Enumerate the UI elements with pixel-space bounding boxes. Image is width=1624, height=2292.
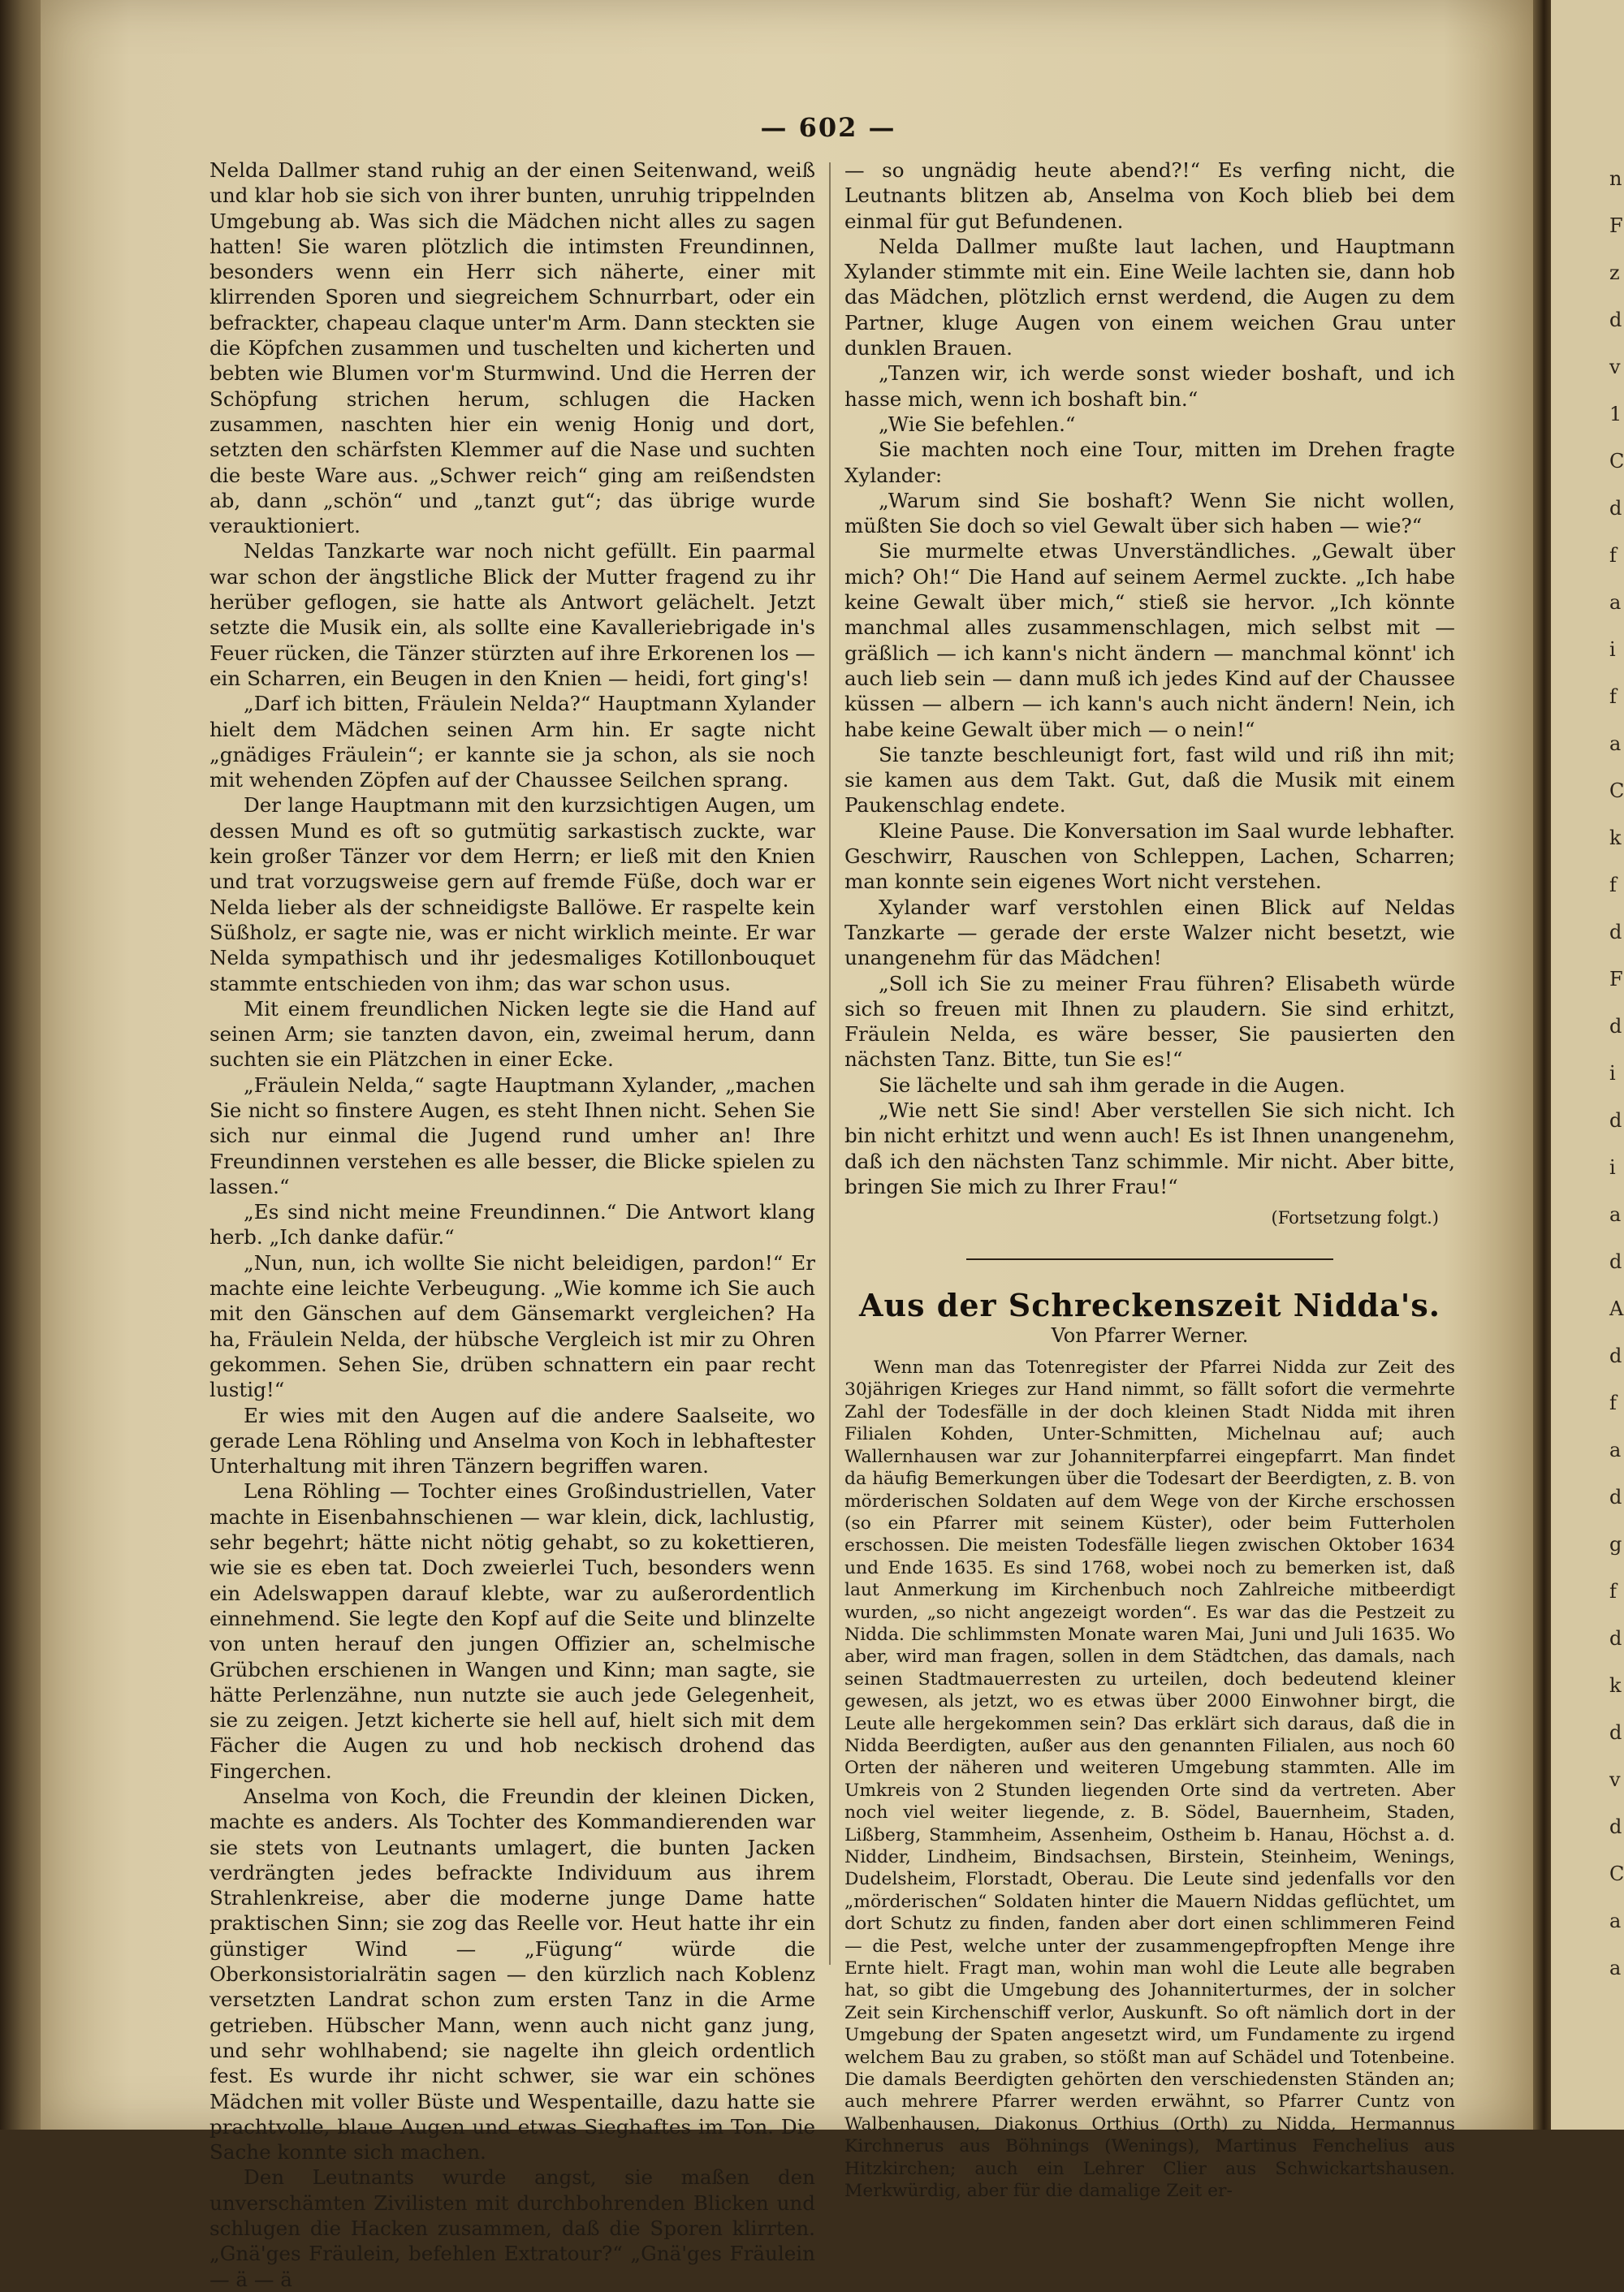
adjacent-page-letter: d (1609, 1627, 1622, 1650)
adjacent-page-letter: z (1609, 261, 1620, 284)
paragraph: „Tanzen wir, ich werde sonst wieder boshaft, und ich hasse mich, wenn ich boshaft bin.“ (844, 361, 1455, 411)
paragraph: „Es sind nicht meine Freundinnen.“ Die Antwort klang herb. „Ich danke dafür.“ (209, 1200, 815, 1250)
adjacent-page-letter: f (1609, 1392, 1617, 1414)
adjacent-page-letter: i (1609, 1062, 1616, 1085)
paragraph: Nelda Dallmer stand ruhig an der einen Seitenwand, weiß und klar hob sie sich von ihrer bunten, unruhig trippelnden Umgebung ab. Was sich die Mädchen nicht alles zu sagen hatten! Sie waren plötzlich die intimsten Freundinnen, besonders wenn ein Herr sich näherte, einer mit klirrenden Sporen und siegreichem Schnurrbart, oder ein befrackter, chapeau claque unter'm Arm. Dann steckten sie die Köpfchen zusammen und tuschelten und kicherten und bebten wie Blumen vor'm Sturmwind. Und die Herren der Schöpfung strichen herum, schlugen die Hacken zusammen, naschten hier ein wenig Honig und dort, setzten den schärfsten Klemmer auf die Nase und suchten die beste Ware aus. „Schwer reich“ ging am reißendsten ab, dann „schön“ und „tanzt gut“; das übrige wurde verauktioniert. (209, 158, 815, 538)
adjacent-page-letter: C (1609, 1863, 1624, 1885)
adjacent-page-fragment (1551, 0, 1624, 2130)
column-divider (829, 162, 831, 1965)
adjacent-page-letter: d (1609, 1250, 1622, 1273)
paragraph: Sie murmelte etwas Unverständliches. „Gewalt über mich? Oh!“ Die Hand auf seinem Aermel zuckte. „Ich habe keine Gewalt über mich,“ stieß sie hervor. „Ich könnte manchmal alles zusammenschlagen, mich selbst mit — gräßlich — ich kann's nicht ändern — manchmal könnt' ich auch lieb sein — dann muß ich jedes Kind auf der Chaussee küssen — albern — ich kann's auch nicht ändern! Nein, ich habe keine Gewalt über mich — o nein!“ (844, 539, 1455, 741)
adjacent-page-letter: d (1609, 1109, 1622, 1132)
paragraph: „Wie Sie befehlen.“ (879, 412, 1076, 436)
section-rule (966, 1258, 1333, 1260)
paragraph: Mit einem freundlichen Nicken legte sie die Hand auf seinen Arm; sie tanzten davon, ein, zweimal herum, dann suchten sie ein Plätzchen in einer Ecke. (209, 996, 815, 1072)
adjacent-page-letter: C (1609, 779, 1624, 802)
adjacent-page-letter: d (1609, 1721, 1622, 1744)
adjacent-page-letter: d (1609, 497, 1622, 520)
adjacent-page-letter: k (1609, 827, 1622, 849)
adjacent-page-letter: F (1609, 968, 1623, 991)
paragraph: „Fräulein Nelda,“ sagte Hauptmann Xylander, „machen Sie nicht so finstere Augen, es steht Ihnen nicht. Sehen Sie sich nur einmal die Jugend rund umher an! Ihre Freundinnen verstehen es alle besser, die Blicke spielen zu lassen.“ (209, 1073, 815, 1198)
adjacent-page-letter: d (1609, 1345, 1622, 1367)
paragraph: — so ungnädig heute abend?!“ Es verfing nicht, die Leutnants blitzen ab, Anselma von Koch blieb bei dem einmal für gut Befundenen. (844, 158, 1455, 233)
adjacent-page-letter: d (1609, 1015, 1622, 1038)
paragraph: „Darf ich bitten, Fräulein Nelda?“ Hauptmann Xylander hielt dem Mädchen seinen Arm hin. Er sagte nicht „gnädiges Fräulein“; er kannte sie ja schon, als sie noch mit wehenden Zöpfen auf der Chaussee Seilchen sprang. (209, 692, 815, 792)
adjacent-page-letter: a (1609, 1910, 1622, 1932)
adjacent-page-letter: a (1609, 1439, 1622, 1461)
book-gutter (1533, 0, 1551, 2130)
paragraph: „Nun, nun, ich wollte Sie nicht beleidigen, pardon!“ Er machte eine leichte Verbeugung. „Wie komme ich Sie auch mit den Gänschen auf dem Gänsemarkt vergleichen? Ha ha, Fräulein Nelda, der hübsche Vergleich ist mir zu Ohren gekommen. Sehen Sie, drüben schnattern ein paar recht lustig!“ (209, 1250, 815, 1402)
adjacent-page-letter: i (1609, 1156, 1616, 1179)
paragraph: Der lange Hauptmann mit den kurzsichtigen Augen, um dessen Mund es oft so gutmütig sarkastisch zuckte, war kein großer Tänzer vor dem Herrn; er ließ mit den Knien und trat vorzugsweise gern auf fremde Füße, doch war er Nelda lieber als der schneidigste Ballöwe. Er raspelte kein Süßholz, er sagte nie, was er nicht wirklich meinte. Er war Nelda sympathisch und ihr jedesmaliges Kotillonbouquet stammte entschieden von ihm; das war schon usus. (209, 793, 815, 995)
adjacent-page-letter: F (1609, 214, 1623, 237)
continued-note: (Fortsetzung folgt.) (1271, 1208, 1439, 1228)
adjacent-page-letter: d (1609, 1486, 1622, 1509)
paragraph: Den Leutnants wurde angst, sie maßen den unverschämten Zivilisten mit durchbohrenden Blicken und schlugen die Hacken zusammen, daß die Sporen klirrten. „Gnä'ges Fräulein, befehlen Extratour?“ „Gnä'ges Fräulein — ä — ä (209, 2165, 815, 2291)
adjacent-page-letter: d (1609, 921, 1622, 943)
paragraph: Wenn man das Totenregister der Pfarrei Nidda zur Zeit des 30jährigen Krieges zur Hand nimmt, so fällt sofort die vermehrte Zahl der Todesfälle in der doch kleinen Stadt Nidda mit ihren Filialen Kohden, Unter-Schmitten, Michelnau auf; auch Wallernhausen war zur Johanniterpfarrei eingepfarrt. Man findet da häufig Bemerkungen über die Todesart der Beerdigten, z. B. von mörderischen Soldaten auf dem Wege von der Kirche erschossen (so ein Pfarrer mit seinem Küster), oder beim Futterholen erschossen. Die meisten Todesfälle liegen zwischen Oktober 1634 und Ende 1635. Es sind 1768, wobei noch zu bemerken ist, daß laut Anmerkung im Kirchenbuch noch Zahlreiche mitbeerdigt wurden, „so nicht angezeigt worden“. Es war das die Pestzeit zu Nidda. Die schlimmsten Monate waren Mai, Juni und Juli 1635. Wo aber, wird man fragen, sollen in dem Städtchen, das damals, nach seinen Stadtmauerresten zu urteilen, doch bedeutend kleiner gewesen, als jetzt, wo es etwas über 2000 Einwohner birgt, die Leute alle hergekommen sein? Das erklärt sich daraus, daß die in Nidda Beerdigten, außer aus den genannten Filialen, aus noch 60 Orten der näheren und weiteren Umgebung stammten. Alle im Umkreis von 2 Stunden liegenden Orte sind da vertreten. Aber noch viel weiter liegende, z. B. Södel, Bauernheim, Staden, Lißberg, Stammheim, Assenheim, Ostheim b. Hanau, Höchst a. d. Nidder, Lindheim, Bindsachsen, Birstein, Steinheim, Wenings, Dudelsheim, Florstadt, Oberau. Die Leute sind jedenfalls vor den „mörderischen“ Soldaten hinter die Mauern Niddas geflüchtet, um dort Schutz zu finden, fanden aber dort einen schlimmeren Feind — die Pest, welche unter der zusammengepfropften Menge ihre Ernte hielt. Fragt man, wohin man wohl die Leute alle begraben hat, so gibt die Umgebung des Johanniterturmes, der in solcher Zeit sein Kirchenschiff verlor, Auskunft. So oft nämlich dort in der Umgebung der Spaten angesetzt wird, um Fundamente zu irgend welchem Bau zu graben, so stößt man auf Schädel und Totenbeine. Die damals Beerdigten gehörten den verschiedensten Ständen an; auch mehrere Pfarrer werden erwähnt, so Pfarrer Cuntz von Walbenhausen, Diakonus Orthius (Orth) zu Nidda, Hermannus Kirchnerus aus Böhnings (Wenings), Martinus Fenchelius aus Hitzkirchen; auch ein Lehrer Clier aus Schwickartshausen. Merkwürdig, aber für die damalige Zeit er- (844, 1358, 1455, 2202)
adjacent-page-letter: v (1609, 356, 1621, 378)
paragraph: „Warum sind Sie boshaft? Wenn Sie nicht wollen, müßten Sie doch so viel Gewalt über sich haben — wie?“ (844, 488, 1455, 538)
adjacent-page-letter: f (1609, 1580, 1617, 1603)
left-column (209, 158, 815, 2292)
adjacent-page-letter: 1 (1609, 403, 1622, 425)
adjacent-page-letter: d (1609, 1815, 1622, 1838)
right-column (844, 158, 1455, 2203)
adjacent-page-letter: d (1609, 309, 1622, 331)
adjacent-page-letter: n (1609, 167, 1622, 190)
adjacent-page-letter: f (1609, 685, 1617, 708)
paragraph: Sie tanzte beschleunigt fort, fast wild und riß ihn mit; sie kamen aus dem Takt. Gut, daß die Musik mit einem Paukenschlag endete. (844, 742, 1455, 818)
article-title: Aus der Schreckenszeit Nidda's. (859, 1287, 1440, 1324)
adjacent-page-letter: A (1609, 1297, 1624, 1320)
adjacent-page-letter: g (1609, 1533, 1622, 1556)
paragraph: „Soll ich Sie zu meiner Frau führen? Elisabeth würde sich so freuen mit Ihnen zu plaudern. Sie sind erhitzt, Fräulein Nelda, es wäre besser, Sie pausierten den nächsten Tanz. Bitte, tun Sie es!“ (844, 971, 1455, 1072)
adjacent-page-letter: k (1609, 1674, 1622, 1697)
adjacent-page-letter: f (1609, 874, 1617, 896)
paragraph: Sie lächelte und sah ihm gerade in die Augen. (879, 1073, 1345, 1097)
adjacent-page-letter: a (1609, 1957, 1622, 1979)
paragraph: Er wies mit den Augen auf die andere Saalseite, wo gerade Lena Röhling und Anselma von Koch in lebhaftester Unterhaltung mit ihren Tänzern begriffen waren. (209, 1403, 815, 1478)
adjacent-page-letter: v (1609, 1768, 1621, 1791)
article-body (844, 1357, 1455, 2202)
paragraph: Xylander warf verstohlen einen Blick auf Neldas Tanzkarte — gerade der erste Walzer nicht besetzt, wie unangenehm für das Mädchen! (844, 895, 1455, 970)
paragraph: Sie machten noch eine Tour, mitten im Drehen fragte Xylander: (844, 438, 1455, 487)
adjacent-page-letter: a (1609, 591, 1622, 614)
adjacent-page-letter: f (1609, 544, 1617, 567)
article-byline: Von Pfarrer Werner. (1051, 1323, 1249, 1347)
paragraph: „Wie nett Sie sind! Aber verstellen Sie sich nicht. Ich bin nicht erhitzt und wenn auch! Es ist Ihnen unangenehm, daß ich den nächsten Tanz schimmle. Mir nicht. Aber bitte, bringen Sie mich zu Ihrer Frau!“ (844, 1098, 1455, 1198)
paragraph: Kleine Pause. Die Konversation im Saal wurde lebhafter. Geschwirr, Rauschen von Schleppen, Lachen, Scharren; man konnte sein eigenes Wort nicht verstehen. (844, 818, 1455, 894)
paragraph: Lena Röhling — Tochter eines Großindustriellen, Vater machte in Eisenbahnschienen — war klein, dick, lachlustig, sehr begehrt; hätte nicht nötig gehabt, so zu kokettieren, wie sie es eben tat. Doch zweierlei Tuch, besonders wenn ein Adelswappen darauf klebte, war zu außerordentlich einnehmend. Sie legte den Kopf auf die Seite und blinzelte von unten herauf den jungen Offizier an, schelmische Grübchen erschienen in Wangen und Kinn; man sagte, sie hätte Perlenzähne, nun nutzte sie auch jede Gelegenheit, sie zu zeigen. Jetzt kicherte sie hell auf, hielt sich mit dem Fächer die Augen zu und hob neckisch drohend das Fingerchen. (209, 1479, 815, 1783)
paragraph: Nelda Dallmer mußte laut lachen, und Hauptmann Xylander stimmte mit ein. Eine Weile lachten sie, dann hob das Mädchen, plötzlich ernst werdend, die Augen zu dem Partner, kluge Augen von einem weichen Grau unter dunklen Brauen. (844, 234, 1455, 360)
paragraph: Anselma von Koch, die Freundin der kleinen Dicken, machte es anders. Als Tochter des Kommandierenden war sie stets von Leutnants umlagert, die bunten Jacken verdrängten jedes befrackte Individuum aus ihrem Strahlenkreise, aber die moderne junge Dame hatte praktischen Sinn; sie zog das Reelle vor. Heut hatte ihr ein günstiger Wind — „Fügung“ würde die Oberkonsistorialrätin sagen — den kürzlich nach Koblenz versetzten Landrat schon zum ersten Tanz in die Arme getrieben. Hübscher Mann, wenn auch nicht ganz jung, und sehr wohlhabend; sie nagelte ihn gleich ordentlich fest. Es wurde ihr nicht schwer, sie war ein schönes Mädchen mit voller Büste und Wespentaille, dazu hatte sie prachtvolle, blaue Augen und etwas Sieghaftes im Ton. Die Sache konnte sich machen. (209, 1785, 815, 2165)
adjacent-page-letter: a (1609, 732, 1622, 755)
adjacent-page-letter: i (1609, 638, 1616, 661)
adjacent-page-letter: a (1609, 1203, 1622, 1226)
paragraph: Neldas Tanzkarte war noch nicht gefüllt. Ein paarmal war schon der ängstliche Blick der Mutter fragend zu ihr herüber geflogen, sie hatte als Antwort gelächelt. Jetzt setzte die Musik ein, als sollte eine Kavalleriebrigade in's Feuer rücken, die Tänzer stürzten auf ihre Erkorenen los — ein Scharren, ein Beugen in den Knien — heidi, fort ging's! (209, 539, 815, 690)
adjacent-page-letter: C (1609, 450, 1624, 473)
page-number: — 602 — (760, 112, 896, 143)
